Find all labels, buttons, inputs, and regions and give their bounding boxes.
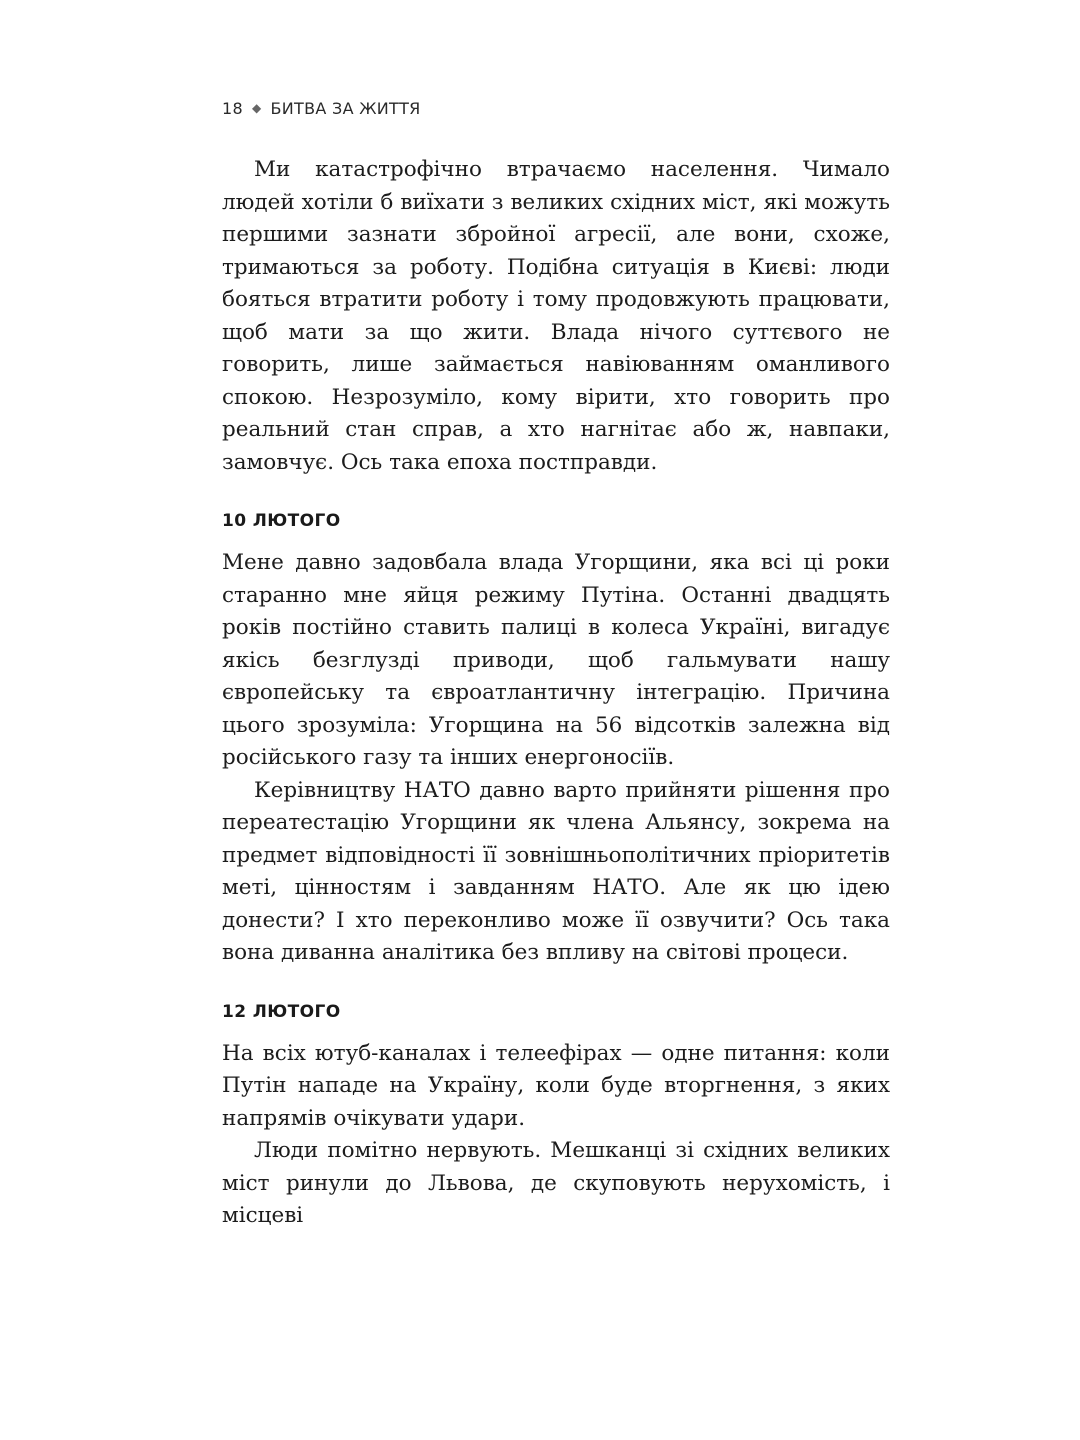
running-head: [222, 90, 890, 126]
book-title: БИТВА ЗА ЖИТТЯ: [270, 98, 421, 118]
section-feb-10: [222, 509, 890, 970]
intro-block: [222, 154, 890, 479]
paragraph: Мене давно задовбала влада Угорщини, яка всі ці роки старанно мне яйця режиму Путіна. Останні двадцять років постійно ставить палиці в колеса Україні, вигадує якісь безглузді приводи, щоб гальмувати нашу європейську та євроатлантичну інтеграцію. Причина цього зрозуміла: Угорщина на 56 відсотків залежна від російського газу та інших енергоносіїв.: [222, 550, 890, 770]
page-number: 18: [222, 98, 243, 118]
paragraph: Керівництву НАТО давно варто прийняти рішення про переатестацію Угорщини як члена Альянсу, зокрема на предмет відповідності її зовнішньополітичних пріоритетів меті, цінностям і завданням НАТО. Але як цю ідею донести? І хто переконливо може її озвучити? Ось така вона диванна аналітика без впливу на світові процеси.: [222, 777, 890, 965]
diamond-icon: ◆: [251, 101, 262, 115]
intro-paragraph: Ми катастрофічно втрачаємо населення. Чимало людей хотіли б виїхати з великих східних міст, які можуть першими зазнати збройної агресії, але вони, схоже, тримаються за роботу. Подібна ситуація в Києві: люди бояться втратити роботу і тому продовжують працювати, щоб мати за що жити. Влада нічого суттєвого не говорить, лише займається навіюванням оманливого спокою. Незрозуміло, кому вірити, хто говорить про реальний стан справ, а хто нагнітає або ж, навпаки, замовчує. Ось така епоха постправди.: [222, 157, 890, 475]
book-page: [222, 90, 890, 1233]
paragraph: На всіх ютуб-каналах і телеефірах — одне питання: коли Путін нападе на Україну, коли буде вторгнення, з яких напрямів очікувати удари.: [222, 1040, 890, 1131]
section-feb-12: [222, 1000, 890, 1233]
section-heading: 10 ЛЮТОГО: [222, 511, 341, 531]
paragraph: Люди помітно нервують. Мешканці зі східних великих міст ринули до Львова, де скуповують нерухомість, і місцеві: [222, 1138, 890, 1228]
section-heading: 12 ЛЮТОГО: [222, 1001, 341, 1022]
